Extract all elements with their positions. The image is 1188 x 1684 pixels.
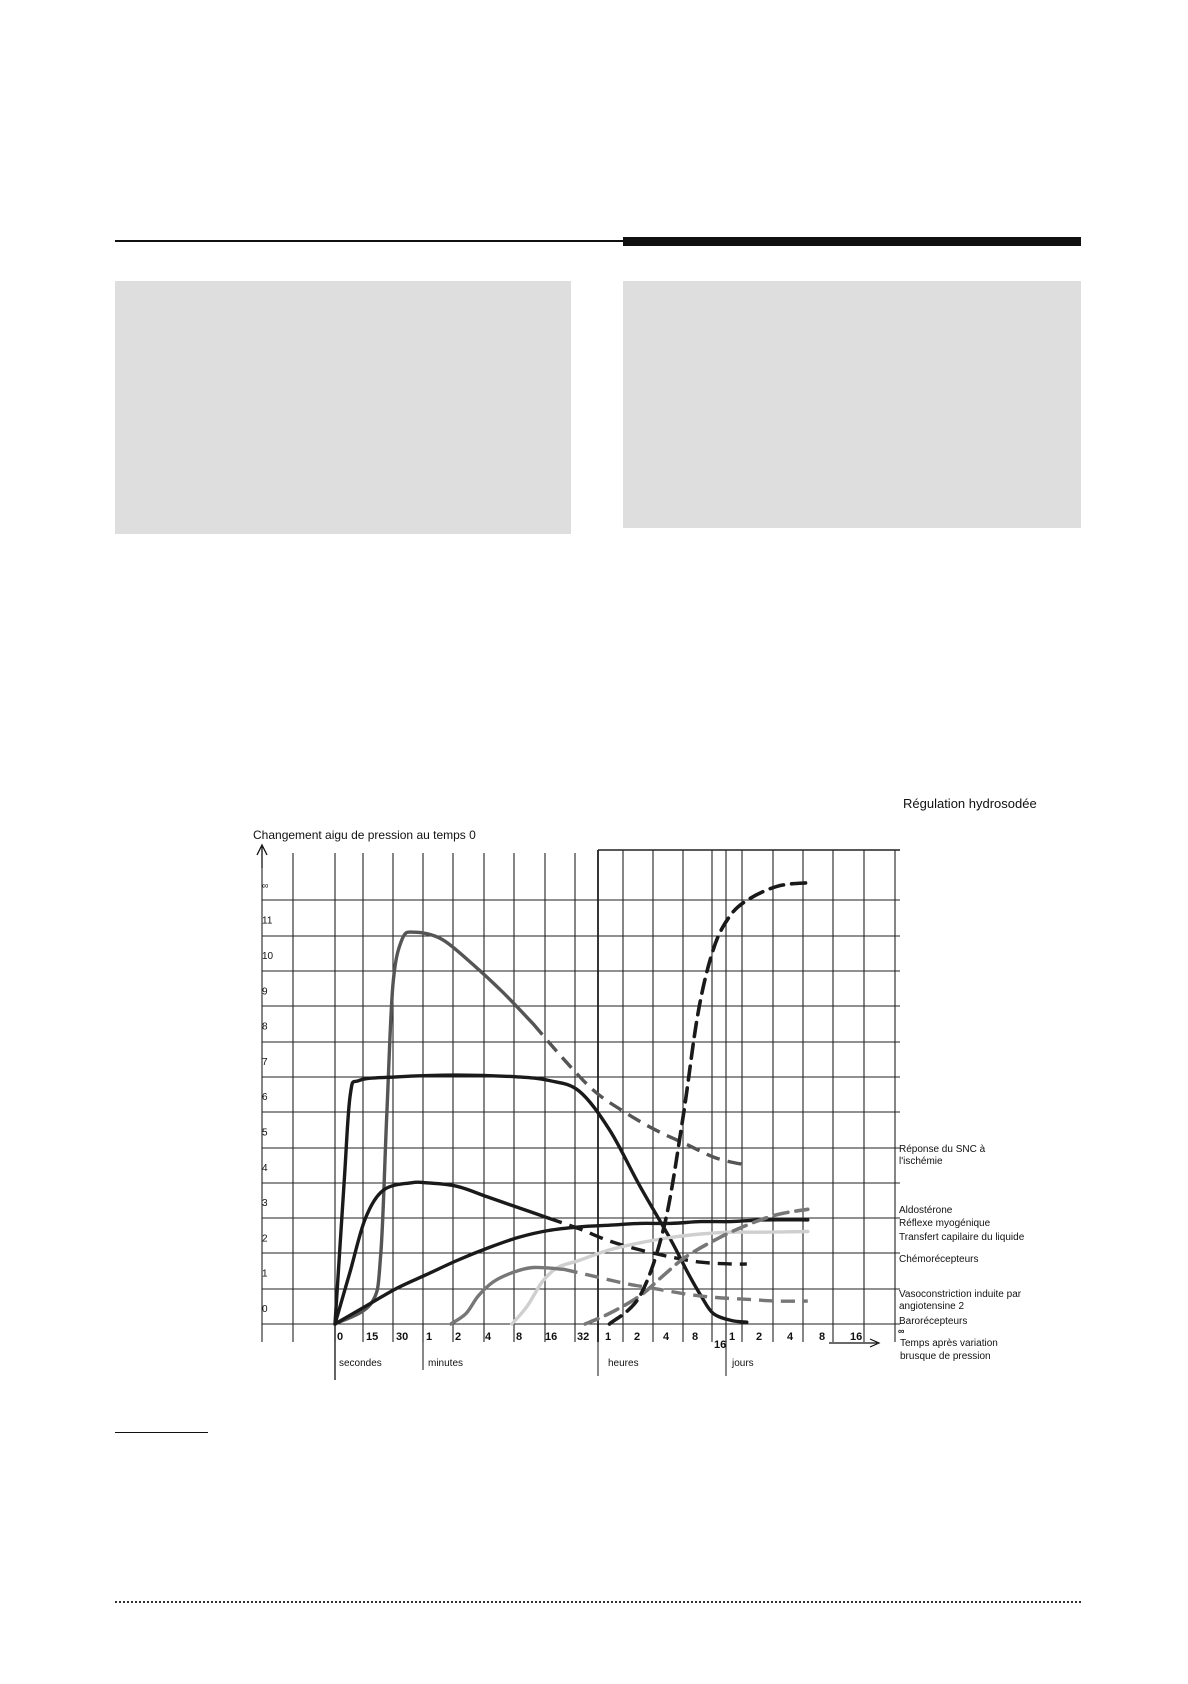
x-group-label: secondes [339,1358,382,1369]
y-tick-label: 6 [262,1092,268,1104]
x-group-label: jours [732,1358,754,1369]
x-tick-label: 4 [787,1331,794,1343]
x-group-label: heures [608,1358,639,1369]
x-axis-caption: Temps après variation [900,1338,998,1349]
x-tick-label: 2 [634,1331,641,1343]
series-label: Aldostérone [899,1205,953,1216]
series-line-1-dashed [533,1024,747,1165]
y-tick-label: 9 [262,986,268,998]
x-tick-label: 16 [545,1331,558,1343]
series-line-8 [610,883,808,1324]
y-tick-labels [262,880,274,1315]
x-tick-label: 4 [663,1331,670,1343]
y-tick-label: 3 [262,1198,268,1210]
series-label: l'ischémie [899,1156,943,1167]
x-tick-label: 16 [714,1339,727,1351]
x-tick-label: 2 [455,1331,462,1343]
y-tick-label: 0 [262,1304,268,1315]
y-tick-label: 11 [262,915,273,927]
series-label: Transfert capilaire du liquide [899,1232,1025,1243]
series-line-1 [335,932,533,1324]
y-tick-label: 10 [262,951,274,962]
x-tick-label: 15 [366,1331,379,1343]
x-group-label: minutes [428,1358,464,1369]
series-label: Réponse du SNC à [899,1144,986,1155]
series-label: Chémorécepteurs [899,1254,979,1265]
y-tick-label: ∞ [262,880,269,891]
x-tick-label: 2 [756,1331,763,1343]
x-tick-label: 32 [577,1331,590,1343]
x-tick-label: 8 [819,1331,826,1343]
x-tick-label: 8 [692,1331,699,1343]
series-line-7 [585,1209,808,1324]
x-tick-label: ∞ [898,1326,905,1336]
x-tick-label: 16 [850,1331,863,1343]
footnote-rule [115,1432,208,1433]
y-tick-label: 7 [262,1056,268,1068]
x-tick-labels [337,1326,998,1369]
series-labels [899,796,1037,1327]
x-axis-caption: brusque de pression [900,1351,991,1362]
series-label: Barorécepteurs [899,1316,968,1327]
x-tick-label: 4 [485,1331,492,1343]
x-tick-label: 8 [516,1331,523,1343]
series-label: Vasoconstriction induite par [899,1289,1022,1300]
x-tick-label: 30 [396,1331,409,1343]
series-label: Régulation hydrosodée [903,796,1037,811]
x-tick-label: 1 [426,1331,433,1343]
x-tick-label: 1 [605,1331,612,1343]
series-label: angiotensine 2 [899,1301,965,1312]
y-tick-label: 2 [262,1233,268,1245]
y-tick-label: 8 [262,1021,268,1033]
y-tick-label: 1 [262,1268,268,1280]
x-tick-label: 0 [337,1331,344,1343]
y-tick-label: 4 [262,1162,268,1174]
y-tick-label: 5 [262,1127,268,1139]
chart-title: Changement aigu de pression au temps 0 [253,828,476,842]
series-label: Réflexe myogénique [899,1218,991,1229]
bottom-rule [115,1601,1081,1603]
x-tick-label: 1 [729,1331,736,1343]
series-line-6-dashed [564,1269,808,1301]
series-layer [335,883,808,1324]
